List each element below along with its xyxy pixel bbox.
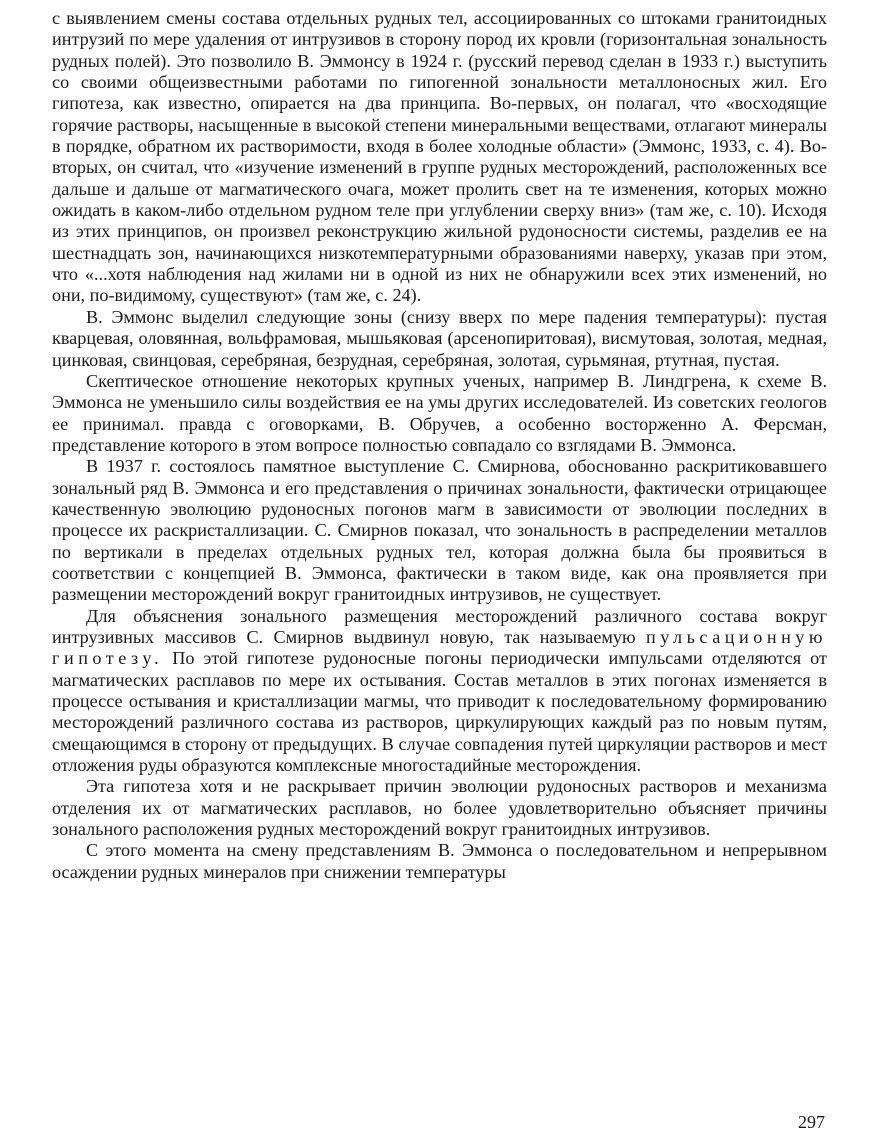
paragraph-2: В. Эммонс выделил следующие зоны (снизу вверх по мере падения температуры): пустая кварцевая, оловянная, вольфрамовая, мышьяковая (арсенопиритовая), висмутовая, золотая, медная, цинковая, свинцовая, серебряная, безрудная, серебряная, золотая, сурьмяная, ртутная, пустая. [52, 306, 827, 370]
paragraph-5 [52, 606, 827, 777]
paragraph-6: Эта гипотеза хотя и не раскрывает причин эволюции рудоносных растворов и механизма отделения их от магматических расплавов, но более удовлетворительно объясняет причины зонального расположения рудных месторождений вокруг гранитоидных интрузивов. [52, 776, 827, 840]
page-number: 297 [798, 1112, 825, 1132]
paragraph-1: с выявлением смены состава отдельных рудных тел, ассоциированных со штоками гранитоидных интрузий по мере удаления от интрузивов в сторону пород их кровли (горизонтальная зональность рудных полей). Это позволило В. Эммонсу в 1924 г. (русский перевод сделан в 1933 г.) выступить со своими общеизвестными работами по гипогенной зональности металлоносных жил. Его гипотеза, как известно, опирается на два принципа. Во-первых, он полагал, что «восходящие горячие растворы, насыщенные в высокой степени минеральными веществами, отлагают минералы в порядке, обратном их растворимости, входя в более холодные области» (Эммонс, 1933, с. 4). Во-вторых, он считал, что «изучение изменений в группе рудных месторождений, расположенных все дальше и дальше от магматического очага, может пролить свет на те изменения, которых можно ожидать в каком-либо отдельном рудном теле при углублении сверху вниз» (там же, с. 10). Исходя из этих принципов, он произвел реконструкцию жильной рудоносности системы, разделив ее на шестнадцать зон, начинающихся низкотемпературными образованиями наверху, указав при этом, что «...хотя наблюдения над жилами ни в одной из них не обнаружили всех этих изменений, но они, по-видимому, существуют» (там же, с. 24). [52, 8, 827, 306]
spaced-term: пульсационную гипотезу. [52, 626, 827, 669]
paragraph-5-text-start: Для объяснения зонального размещения месторождений различного состава вокруг интрузивных массивов С. Смирнов выдвинул новую, так называемую [52, 605, 827, 647]
paragraph-3: Скептическое отношение некоторых крупных ученых, например В. Линдгрена, к схеме В. Эммонса не уменьшило силы воздействия ее на умы других исследователей. Из советских геологов ее принимал. правда с оговорками, В. Обручев, а особенно восторженно А. Ферсман, представление которого в этом вопросе полностью совпадало со взглядами В. Эммонса. [52, 370, 827, 455]
paragraph-5-text-end: По этой гипотезе рудоносные погоны периодически импульсами отделяются от магматических расплавов по мере их остывания. Состав металлов в этих погонах изменяется в процессе остывания и кристаллизации магмы, что приводит к последовательному формированию месторождений различного состава из растворов, циркулирующих каждый раз по новым путям, смещающимся в сторону от предыдущих. В случае совпадения путей циркуляции растворов и мест отложения руды образуются комплексные многостадийные месторождения. [52, 648, 827, 776]
page-body [52, 8, 827, 883]
paragraph-7: С этого момента на смену представлениям В. Эммонса о последовательном и непрерывном осаждении рудных минералов при снижении температуры [52, 840, 827, 882]
paragraph-4: В 1937 г. состоялось памятное выступление С. Смирнова, обоснованно раскритиковавшего зональный ряд В. Эммонса и его представления о причинах зональности, фактически отрицающее качественную эволюцию рудоносных погонов магм в зависимости от эволюции последних в процессе их раскристаллизации. С. Смирнов показал, что зональность в распределении металлов по вертикали в пределах отдельных рудных тел, которая должна была бы проявиться в соответствии с концепцией В. Эммонса, фактически в таком виде, как она проявляется при размещении месторождений вокруг гранитоидных интрузивов, не существует. [52, 456, 827, 605]
